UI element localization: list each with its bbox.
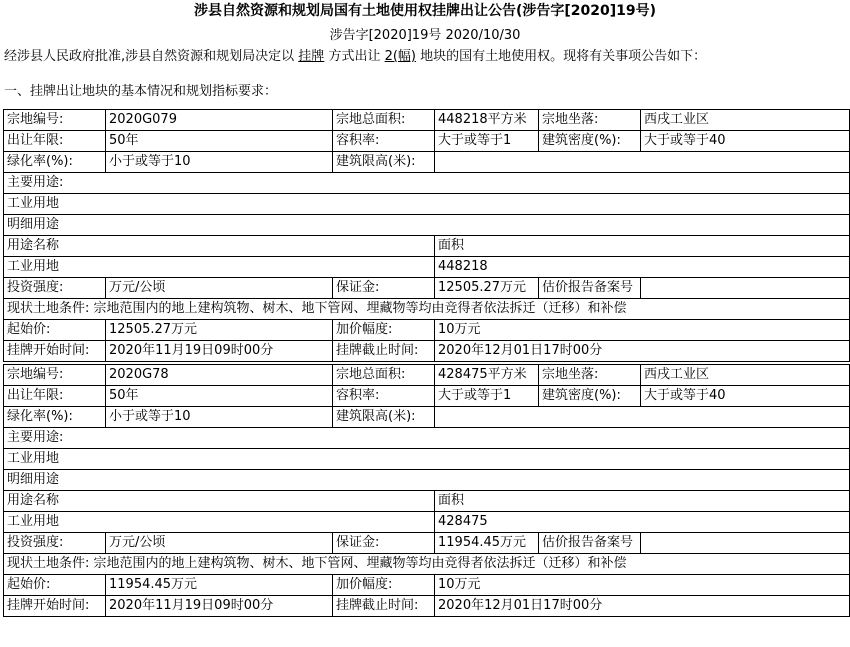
location-label: 宗地坐落:: [539, 110, 641, 131]
use-name-header: 用途名称: [4, 236, 435, 257]
far-value: 大于或等于1: [435, 386, 539, 407]
start-time-value: 2020年11月19日09时00分: [106, 341, 333, 362]
total-area-value: 448218平方米: [435, 110, 539, 131]
density-label: 建筑密度(%):: [539, 131, 641, 152]
height-value: [435, 152, 850, 173]
table-row: [4, 173, 850, 194]
detail-use-label: 明细用途: [4, 215, 850, 236]
start-time-value: 2020年11月19日09时00分: [106, 596, 333, 617]
location-label: 宗地坐落:: [539, 365, 641, 386]
main-use-value: 工业用地: [4, 194, 850, 215]
start-time-label: 挂牌开始时间:: [4, 596, 106, 617]
start-time-label: 挂牌开始时间:: [4, 341, 106, 362]
invest-value: 万元/公顷: [106, 278, 333, 299]
height-label: 建筑限高(米):: [333, 152, 435, 173]
deposit-label: 保证金:: [333, 533, 435, 554]
height-value: [435, 407, 850, 428]
condition-cell: [4, 299, 850, 320]
increment-value: 10万元: [435, 320, 850, 341]
table-row: [4, 533, 850, 554]
table-row: [4, 575, 850, 596]
condition-value: 宗地范围内的地上建构筑物、树木、地下管网、埋藏物等均由竞得者依法拆迁（迁移）和补偿: [93, 301, 627, 316]
area-header: 面积: [435, 236, 850, 257]
condition-label: 现状土地条件:: [7, 556, 90, 571]
main-use-value: 工业用地: [4, 449, 850, 470]
table-row: [4, 512, 850, 533]
table-row: [4, 596, 850, 617]
start-price-label: 起始价:: [4, 320, 106, 341]
appraisal-label: 估价报告备案号: [539, 533, 641, 554]
end-time-value: 2020年12月01日17时00分: [435, 341, 850, 362]
use-name-header: 用途名称: [4, 491, 435, 512]
table-row: [4, 554, 850, 575]
deposit-label: 保证金:: [333, 278, 435, 299]
table-row: [4, 131, 850, 152]
table-row: [4, 257, 850, 278]
end-time-label: 挂牌截止时间:: [333, 341, 435, 362]
total-area-value: 428475平方米: [435, 365, 539, 386]
main-use-label: 主要用途:: [4, 428, 850, 449]
term-label: 出让年限:: [4, 386, 106, 407]
increment-label: 加价幅度:: [333, 575, 435, 596]
green-label: 绿化率(%):: [4, 152, 106, 173]
detail-use-label: 明细用途: [4, 470, 850, 491]
start-price-value: 12505.27万元: [106, 320, 333, 341]
parcel-no-label: 宗地编号:: [4, 365, 106, 386]
table-row: [4, 110, 850, 131]
invest-label: 投资强度:: [4, 278, 106, 299]
height-label: 建筑限高(米):: [333, 407, 435, 428]
section-heading: 一、挂牌出让地块的基本情况和规划指标要求：: [4, 84, 278, 99]
total-area-label: 宗地总面积:: [333, 110, 435, 131]
location-value: 西戌工业区: [641, 365, 850, 386]
table-row: [4, 470, 850, 491]
appraisal-value: [641, 533, 850, 554]
table-row: [4, 449, 850, 470]
area-value: 428475: [435, 512, 850, 533]
green-label: 绿化率(%):: [4, 407, 106, 428]
start-price-label: 起始价:: [4, 575, 106, 596]
condition-value: 宗地范围内的地上建构筑物、树木、地下管网、埋藏物等均由竞得者依法拆迁（迁移）和补偿: [93, 556, 627, 571]
table-row: [4, 299, 850, 320]
end-time-value: 2020年12月01日17时00分: [435, 596, 850, 617]
parcel-table-body: [4, 110, 850, 617]
far-label: 容积率:: [333, 131, 435, 152]
density-value: 大于或等于40: [641, 131, 850, 152]
end-time-label: 挂牌截止时间:: [333, 596, 435, 617]
term-value: 50年: [106, 131, 333, 152]
appraisal-label: 估价报告备案号: [539, 278, 641, 299]
parcel-no-value: 2020G079: [106, 110, 333, 131]
document-number-date: 涉告字[2020]19号 2020/10/30: [329, 28, 521, 43]
intro-pre: 经涉县人民政府批准,涉县自然资源和规划局决定以: [4, 49, 295, 64]
total-area-label: 宗地总面积:: [333, 365, 435, 386]
intro-paragraph: [0, 46, 850, 68]
table-row: [4, 407, 850, 428]
table-row: [4, 320, 850, 341]
table-row: [4, 365, 850, 386]
density-value: 大于或等于40: [641, 386, 850, 407]
far-label: 容积率:: [333, 386, 435, 407]
intro-method: 挂牌: [298, 49, 325, 64]
green-value: 小于或等于10: [106, 152, 333, 173]
intro-mid: 方式出让: [328, 49, 381, 64]
start-price-value: 11954.45万元: [106, 575, 333, 596]
table-row: [4, 428, 850, 449]
increment-label: 加价幅度:: [333, 320, 435, 341]
table-row: [4, 341, 850, 362]
invest-value: 万元/公顷: [106, 533, 333, 554]
parcel-table: [3, 109, 850, 617]
condition-label: 现状土地条件:: [7, 301, 90, 316]
condition-cell: [4, 554, 850, 575]
intro-count: 2(幅): [384, 49, 417, 64]
intro-post: 地块的国有土地使用权。现将有关事项公告如下：: [420, 49, 707, 64]
table-row: [4, 491, 850, 512]
invest-label: 投资强度:: [4, 533, 106, 554]
appraisal-value: [641, 278, 850, 299]
table-row: [4, 236, 850, 257]
main-use-label: 主要用途:: [4, 173, 850, 194]
density-label: 建筑密度(%):: [539, 386, 641, 407]
parcel-no-label: 宗地编号:: [4, 110, 106, 131]
area-value: 448218: [435, 257, 850, 278]
page-title: 涉县自然资源和规划局国有土地使用权挂牌出让公告(涉告字[2020]19号): [193, 3, 657, 19]
increment-value: 10万元: [435, 575, 850, 596]
table-row: [4, 278, 850, 299]
table-row: [4, 215, 850, 236]
deposit-value: 11954.45万元: [435, 533, 539, 554]
use-name-value: 工业用地: [4, 512, 435, 533]
table-row: [4, 386, 850, 407]
table-row: [4, 152, 850, 173]
location-value: 西戌工业区: [641, 110, 850, 131]
deposit-value: 12505.27万元: [435, 278, 539, 299]
green-value: 小于或等于10: [106, 407, 333, 428]
area-header: 面积: [435, 491, 850, 512]
term-value: 50年: [106, 386, 333, 407]
parcel-no-value: 2020G78: [106, 365, 333, 386]
use-name-value: 工业用地: [4, 257, 435, 278]
term-label: 出让年限:: [4, 131, 106, 152]
far-value: 大于或等于1: [435, 131, 539, 152]
table-row: [4, 194, 850, 215]
